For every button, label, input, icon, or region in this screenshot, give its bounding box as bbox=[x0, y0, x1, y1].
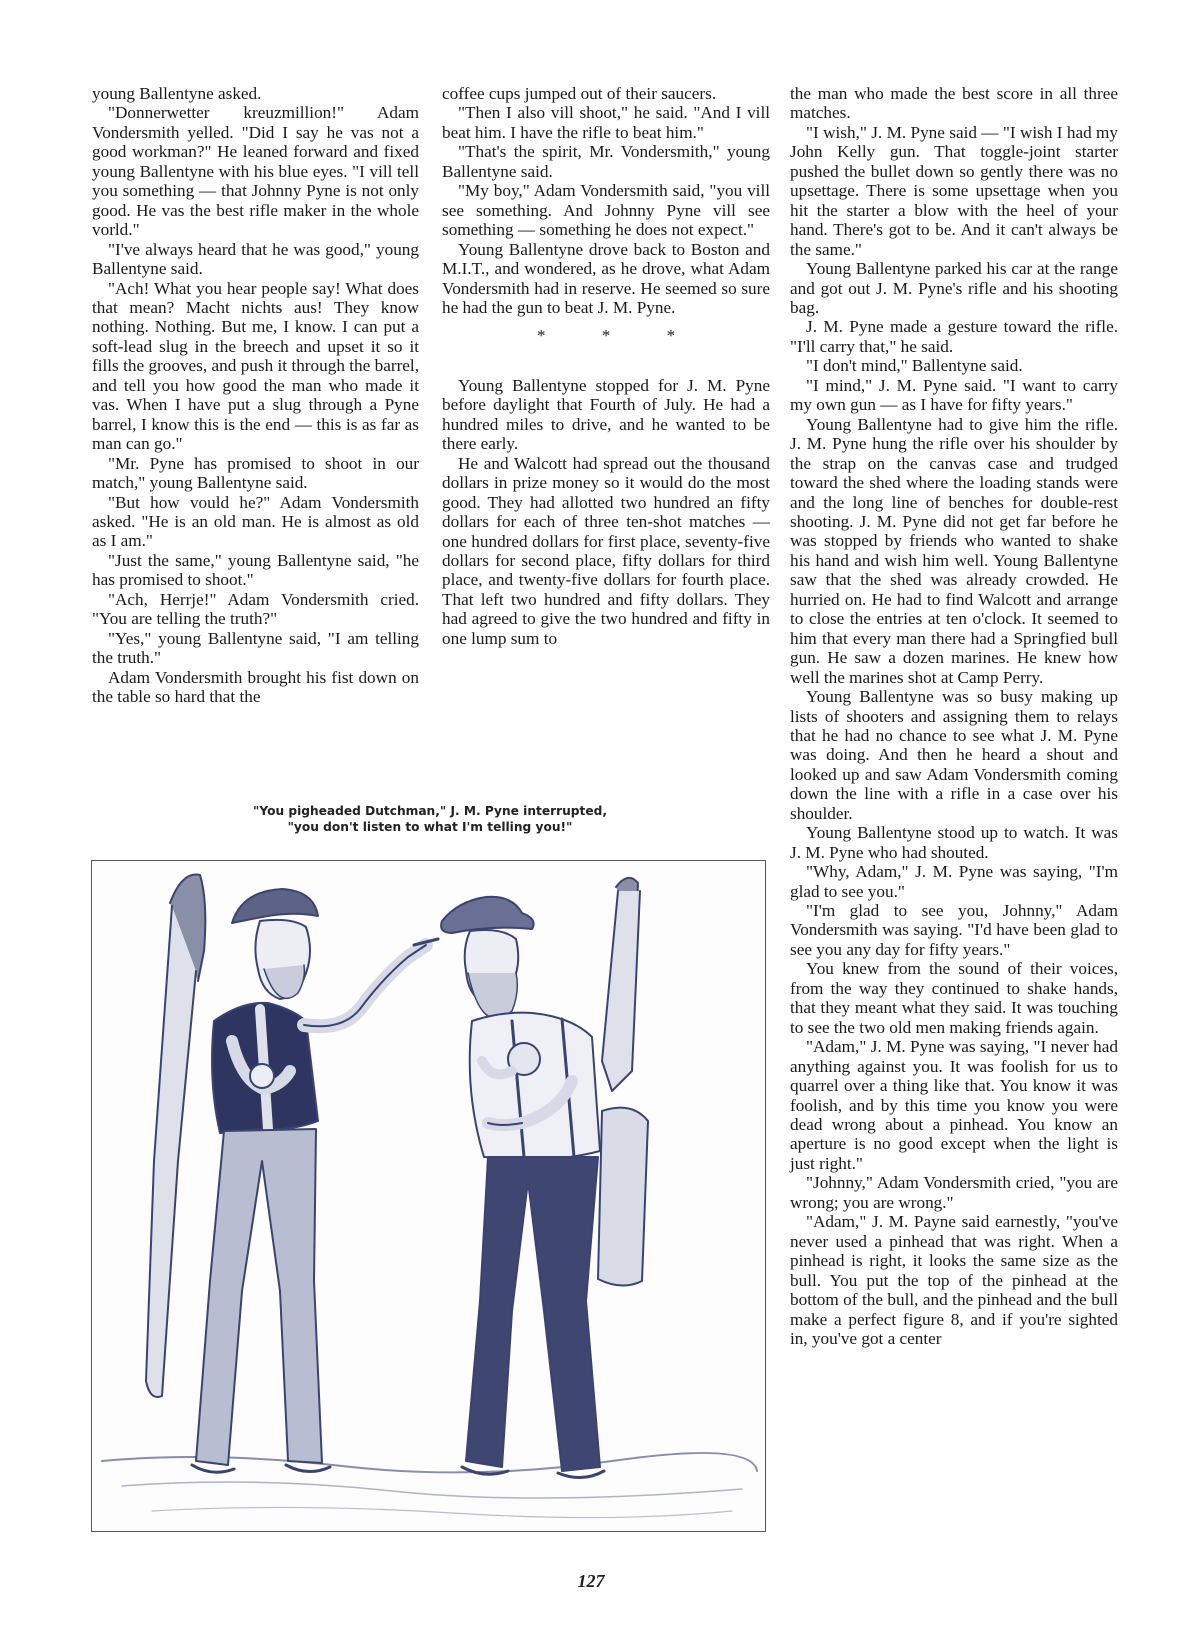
paragraph: "Johnny," Adam Vondersmith cried, "you are wrong; you are wrong." bbox=[790, 1173, 1118, 1212]
paragraph: He and Walcott had spread out the thousand dollars in prize money so it would do the most good. They had allotted two hundred an fifty dollars for each of three ten-shot matches — one hundred dollars for first place, seventy-five dollars for second place, fifty dollars for third place, and twenty-five dollars for fourth place. That left two hundred and fifty dollars. They had agreed to give the two hundred and fifty in one lump sum to bbox=[442, 453, 770, 648]
paragraph: You knew from the sound of their voices, from the way they continued to shake hands, that they meant what they said. It was touching to see the two old men making friends again. bbox=[790, 959, 1118, 1037]
paragraph: J. M. Pyne made a gesture toward the rifle. "I'll carry that," he said. bbox=[790, 317, 1118, 356]
caption-line-1: "You pigheaded Dutchman," J. M. Pyne interrupted, bbox=[253, 804, 607, 818]
paragraph: Young Ballentyne had to give him the rifle. J. M. Pyne hung the rifle over his shoulder by the strap on the canvas case and trudged toward the shed where the loading stands were and the long line of benches for double-rest shooting. J. M. Pyne did not get far before he was stopped by friends who wanted to shake his hand and wish him well. Young Ballentyne saw that the shed was already crowded. He hurried on. He had to find Walcott and arrange to close the entries at ten o'clock. It seemed to him that every man there had a Springfied bull gun. He saw a dozen marines. He knew how well the marines shot at Camp Perry. bbox=[790, 414, 1118, 687]
paragraph: coffee cups jumped out of their saucers. bbox=[442, 84, 717, 103]
paragraph: "Ach! What you hear people say! What does that mean? Macht nichts aus! They know nothing. Nothing. But me, I know. I can put a soft-lead slug in the breech and upset it so it fills the grooves, and push it through the barrel, and tell you how good the man who made it vas. When I have put a slug through a Pyne barrel, I know this is the end — this is as far as man can go." bbox=[92, 278, 419, 454]
paragraph: Young Ballentyne was so busy making up lists of shooters and assigning them to relays that he had no chance to see what J. M. Pyne was doing. And then he heard a shout and looked up and saw Adam Vondersmith coming down the line with a rifle in a case over his shoulder. bbox=[790, 687, 1118, 823]
paragraph: "That's the spirit, Mr. Vondersmith," young Ballentyne said. bbox=[442, 142, 770, 181]
text-column-1 bbox=[92, 84, 419, 707]
caption-line-2: "you don't listen to what I'm telling you!" bbox=[287, 820, 573, 834]
illustration-caption bbox=[180, 803, 680, 835]
paragraph: "I mind," J. M. Pyne said. "I want to carry my own gun — as I have for fifty years." bbox=[790, 375, 1118, 415]
paragraph: "But how vould he?" Adam Vondersmith asked. "He is an old man. He is almost as old as I am." bbox=[92, 492, 419, 551]
paragraph: Adam Vondersmith brought his fist down on the table so hard that the bbox=[92, 667, 419, 707]
paragraph: Young Ballentyne parked his car at the range and got out J. M. Pyne's rifle and his shooting bag. bbox=[790, 259, 1118, 317]
text-column-2 bbox=[442, 84, 770, 648]
illustration bbox=[91, 860, 766, 1532]
paragraph: "Adam," J. M. Payne said earnestly, "you've never used a pinhead that was right. When a pinhead is right, it looks the same size as the bull. You put the top of the pinhead at the bottom of the bull, and the pinhead and the bull make a perfect figure 8, and if you're sighted in, you've got a center bbox=[790, 1212, 1118, 1348]
paragraph: young Ballentyne asked. bbox=[92, 84, 262, 103]
paragraph: "Then I also vill shoot," he said. "And I vill beat him. I have the rifle to beat him." bbox=[442, 103, 770, 142]
paragraph: Young Ballentyne stood up to watch. It was J. M. Pyne who had shouted. bbox=[790, 823, 1118, 862]
paragraph: "Why, Adam," J. M. Pyne was saying, "I'm glad to see you." bbox=[790, 862, 1118, 901]
illustration-drawing bbox=[92, 861, 765, 1531]
paragraph: "I don't mind," Ballentyne said. bbox=[806, 356, 1023, 376]
paragraph: Young Ballentyne stopped for J. M. Pyne before daylight that Fourth of July. He had a hundred miles to drive, and he wanted to be there early. bbox=[442, 375, 770, 454]
paragraph: "Yes," young Ballentyne said, "I am telling the truth." bbox=[92, 628, 419, 668]
paragraph: "Donnerwetter kreuzmillion!" Adam Vondersmith yelled. "Did I say he vas not a good workman?" He leaned forward and fixed young Ballentyne with his blue eyes. "I vill tell you something — that Johnny Pyne is not only good. He vas the best rifle maker in the whole vorld." bbox=[92, 103, 419, 240]
paragraph: "Mr. Pyne has promised to shoot in our match," young Ballentyne said. bbox=[92, 453, 419, 493]
paragraph: "Just the same," young Ballentyne said, "he has promised to shoot." bbox=[92, 550, 419, 590]
paragraph: the man who made the best score in all three matches. bbox=[790, 84, 1118, 123]
paragraph: "I'm glad to see you, Johnny," Adam Vondersmith was saying. "I'd have been glad to see you any day for fifty years." bbox=[790, 901, 1118, 959]
text-column-3 bbox=[790, 84, 1118, 1348]
page-number: 127 bbox=[577, 1571, 605, 1591]
paragraph: "I wish," J. M. Pyne said — "I wish I had my John Kelly gun. That toggle-joint starter pushed the bullet down so gently there was no upsettage. There is some upsettage when you hit the starter a blow with the heel of your hand. There's got to be. And it can't always be the same." bbox=[790, 122, 1118, 259]
paragraph: "My boy," Adam Vondersmith said, "you vill see something. And Johnny Pyne vill see something — something he does not expect." bbox=[442, 181, 770, 240]
paragraph: "I've always heard that he was good," young Ballentyne said. bbox=[92, 239, 419, 279]
paragraph: "Ach, Herrje!" Adam Vondersmith cried. "You are telling the truth?" bbox=[92, 589, 419, 629]
paragraph: Young Ballentyne drove back to Boston and M.I.T., and wondered, as he drove, what Adam Vondersmith had in reserve. He seemed so sure he had the gun to beat J. M. Pyne. bbox=[442, 239, 770, 317]
paragraph: "Adam," J. M. Pyne was saying, "I never had anything against you. It was foolish for us to quarrel over a thing like that. You know it was foolish, and by this time you know you were dead wrong about a pinhead. You know an aperture is no good except when the light is just right." bbox=[790, 1037, 1118, 1173]
section-separator: * * * bbox=[536, 326, 702, 346]
